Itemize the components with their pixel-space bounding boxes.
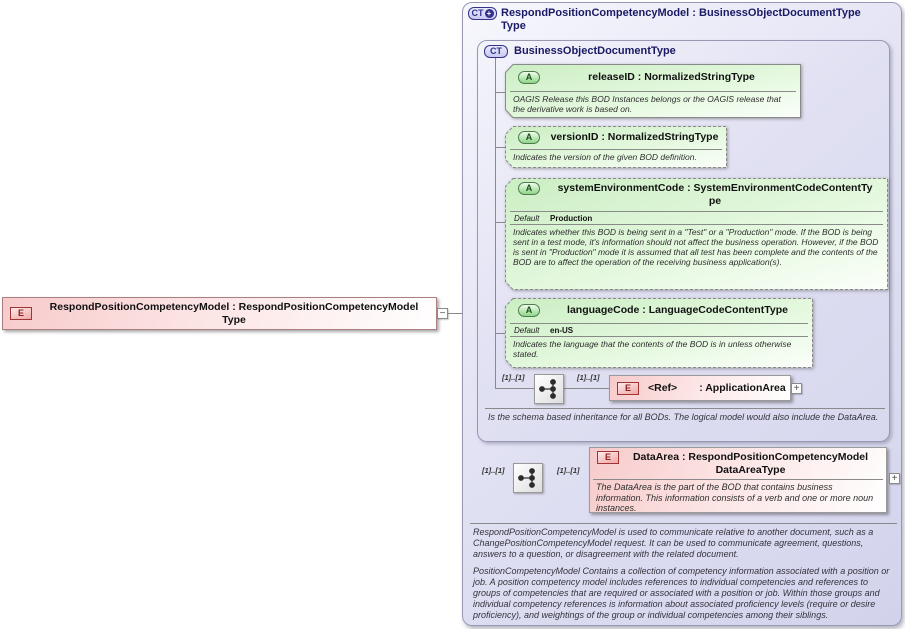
element-icon: E: [597, 451, 619, 464]
connector-stub-versionid: [495, 147, 505, 148]
attribute-box-releaseid[interactable]: [505, 64, 801, 118]
collapse-button[interactable]: −: [437, 308, 448, 319]
sequence-icon[interactable]: [513, 463, 543, 493]
ref-element-box[interactable]: [609, 375, 791, 401]
plus-circle-icon: +: [485, 9, 494, 18]
ct-icon-label: CT: [471, 8, 484, 18]
cardinality-label: [1]..[1]: [502, 373, 525, 382]
attribute-icon: A: [518, 182, 540, 195]
default-label: Default: [514, 213, 540, 223]
doc-separator: [470, 523, 897, 524]
cardinality-label: [1]..[1]: [482, 466, 505, 475]
base-type-doc: Is the schema based inheritance for all BODs. The logical model would also include the DataArea.: [488, 412, 879, 422]
sequence-glyph: [514, 464, 542, 492]
ct-icon: CT: [484, 45, 508, 58]
attribute-title: languageCode : LanguageCodeContentType: [567, 304, 788, 316]
default-label: Default: [514, 325, 540, 335]
attribute-title: versionID : NormalizedStringType: [550, 131, 719, 143]
base-type-title: BusinessObjectDocumentType: [514, 45, 676, 57]
outer-doc-paragraph-1: RespondPositionCompetencyModel is used to communicate relative to another document, such as a ChangePositionCompetencyModel request. It can be used to communicate agreement, questions, answers to a question, or disagreement with the related document.: [473, 527, 874, 559]
outer-type-title-line2: Type: [501, 20, 526, 32]
dataarea-element-box[interactable]: [589, 447, 887, 513]
attribute-title: releaseID : NormalizedStringType: [588, 71, 755, 83]
attribute-icon: A: [518, 131, 540, 144]
default-value: Production: [550, 213, 593, 223]
connector-sequence-to-ref: [564, 388, 609, 389]
connector-stub-systemenvironmentcode: [495, 222, 505, 223]
attribute-doc: OAGIS Release this BOD Instances belongs or the OAGIS release that the derivative work is based on.: [510, 91, 796, 114]
ref-element-type: : ApplicationArea: [699, 381, 786, 394]
root-element-title-line1: RespondPositionCompetencyModel : RespondPositionCompetencyModel: [49, 300, 419, 313]
outer-doc-paragraph-2: PositionCompetencyModel Contains a collection of competency information associated with a position or job. A position competency model includes references to individual competencies and references to groups of competencies that are required or associated with a position or job. Within those groups and individual competency references is information about associated proficiency levels (require or desire proficiency), and weightings of the group or individual competencies among their siblings.: [473, 566, 890, 620]
attribute-box-languagecode[interactable]: [505, 298, 813, 368]
sequence-glyph: [535, 375, 563, 403]
cardinality-label: [1]..[1]: [577, 373, 600, 382]
default-value: en-US: [550, 325, 574, 335]
attribute-icon: A: [518, 71, 540, 84]
connector-stub-releaseid: [495, 92, 505, 93]
complextype-plus-icon: [468, 7, 497, 20]
attribute-doc: Indicates whether this BOD is being sent in a "Test" or a "Production" mode. If the BOD is being sent in a test mode, it's information should not affect the business operation. However, if the BOD is sent in "Production" mode it is assumed that all test has been complete and the contents of the BOD are to affect the operation of the receiving business application(s).: [513, 227, 879, 267]
attribute-doc: Indicates the version of the given BOD definition.: [510, 149, 722, 162]
sequence-icon[interactable]: [534, 374, 564, 404]
attribute-box-versionid[interactable]: [505, 126, 727, 168]
attribute-box-systemenvironmentcode[interactable]: [505, 178, 888, 290]
connector-base-vertical: [495, 58, 496, 388]
dataarea-title-line1: DataArea : RespondPositionCompetencyModel: [632, 451, 869, 463]
expand-button[interactable]: +: [791, 383, 802, 394]
attribute-doc: Indicates the language that the contents of the BOD is in unless otherwise stated.: [513, 339, 792, 359]
dataarea-title-line2: DataAreaType: [715, 464, 786, 476]
attribute-title-line2: pe: [708, 195, 722, 207]
connector-stub-languagecode: [495, 333, 505, 334]
element-icon: E: [617, 382, 639, 395]
ref-element-name: <Ref>: [648, 381, 678, 394]
connector-base-to-sequence: [495, 388, 534, 389]
element-icon: E: [10, 307, 32, 320]
expand-button[interactable]: +: [889, 473, 900, 484]
root-element-box[interactable]: [2, 297, 437, 330]
root-element-title-line2: Type: [222, 313, 246, 326]
doc-separator: [485, 408, 885, 409]
cardinality-label: [1]..[1]: [557, 466, 580, 475]
attribute-title-line1: systemEnvironmentCode : SystemEnvironmentCodeContentTy: [557, 182, 873, 194]
dataarea-doc: The DataArea is the part of the BOD that contains business information. This information consists of a verb and one or more noun instances.: [593, 479, 883, 514]
attribute-icon: A: [518, 304, 540, 317]
outer-type-title-line1: RespondPositionCompetencyModel : BusinessObjectDocumentType: [501, 7, 861, 19]
